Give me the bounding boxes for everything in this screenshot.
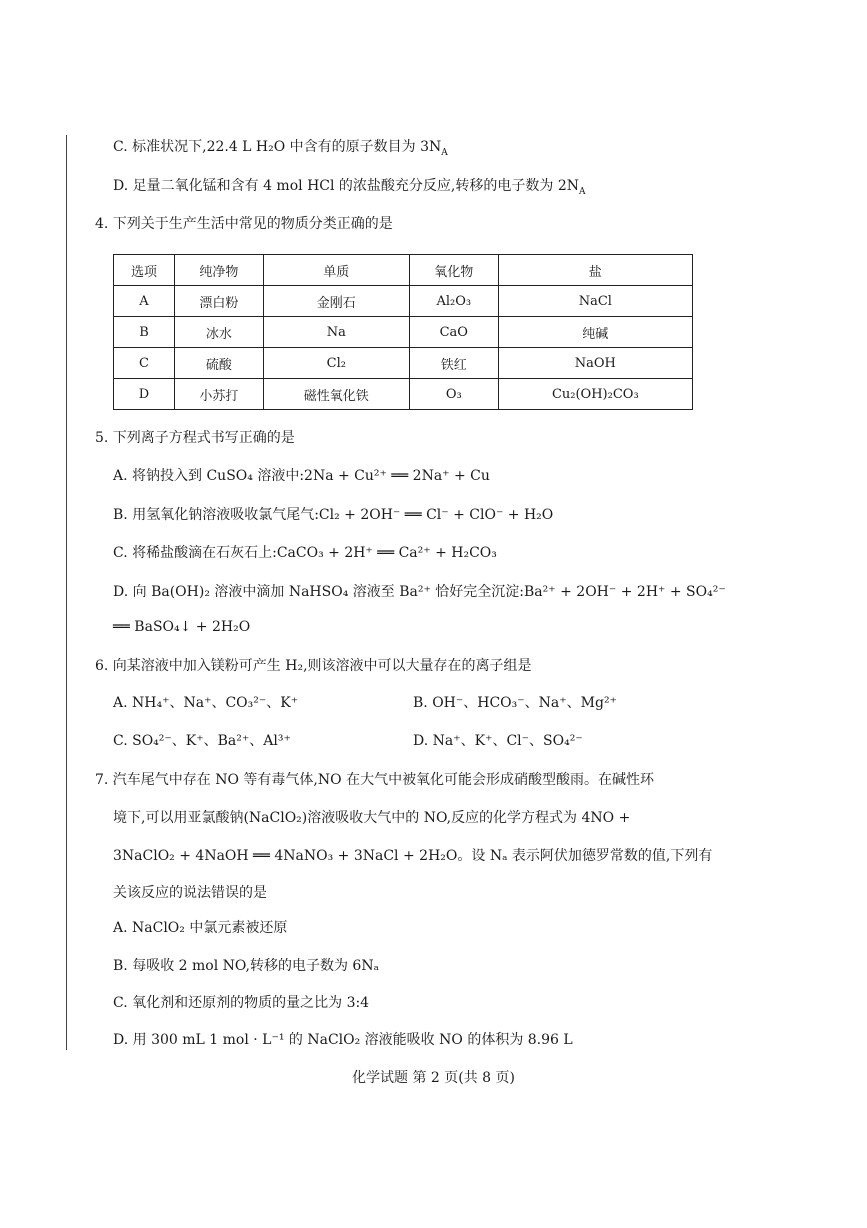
table-cell: NaOH	[498, 348, 692, 379]
table-cell: 磁性氧化铁	[263, 379, 409, 410]
table-cell: NaCl	[498, 286, 692, 317]
q6-option-a: A. NH₄⁺、Na⁺、CO₃²⁻、K⁺	[113, 695, 299, 711]
table-header: 单质	[263, 255, 409, 286]
table-cell: D	[114, 379, 175, 410]
classification-table	[113, 254, 693, 410]
table-row	[114, 379, 693, 410]
table-row	[114, 348, 693, 379]
q7-option-a: A. NaClO₂ 中氯元素被还原	[113, 920, 288, 936]
table-cell: Cu₂(OH)₂CO₃	[498, 379, 692, 410]
table-header: 盐	[498, 255, 692, 286]
q7-stem-line4: 关该反应的说法错误的是	[113, 885, 267, 901]
table-header: 选项	[114, 255, 175, 286]
table-cell: 金刚石	[263, 286, 409, 317]
table-row	[114, 317, 693, 348]
q5-option-d-line1: D. 向 Ba(OH)₂ 溶液中滴加 NaHSO₄ 溶液至 Ba²⁺ 恰好完全沉淀:Ba²⁺ + 2OH⁻ + 2H⁺ + SO₄²⁻	[113, 584, 726, 600]
q4-stem: 4. 下列关于生产生活中常见的物质分类正确的是	[95, 216, 393, 232]
q6-option-d: D. Na⁺、K⁺、Cl⁻、SO₄²⁻	[413, 733, 583, 749]
table-cell: A	[114, 286, 175, 317]
table-cell: O₃	[409, 379, 498, 410]
q5-option-d-line2: ══ BaSO₄↓ + 2H₂O	[113, 619, 251, 635]
table-cell: 小苏打	[175, 379, 264, 410]
table-cell: Cl₂	[263, 348, 409, 379]
q6-option-b: B. OH⁻、HCO₃⁻、Na⁺、Mg²⁺	[413, 695, 617, 711]
table-cell: B	[114, 317, 175, 348]
q7-stem-line3: 3NaClO₂ + 4NaOH ══ 4NaNO₃ + 3NaCl + 2H₂O。设 Nₐ 表示阿伏加德罗常数的值,下列有	[113, 848, 713, 864]
q3-option-d: D. 足量二氧化锰和含有 4 mol HCl 的浓盐酸充分反应,转移的电子数为 $2N_A$	[113, 178, 586, 197]
q7-stem-line2: 境下,可以用亚氯酸钠(NaClO₂)溶液吸收大气中的 NO,反应的化学方程式为 4NO +	[113, 810, 631, 826]
q7-option-d: D. 用 300 mL 1 mol · L⁻¹ 的 NaClO₂ 溶液能吸收 NO 的体积为 8.96 L	[113, 1032, 573, 1048]
q5-option-b: B. 用氢氧化钠溶液吸收氯气尾气:Cl₂ + 2OH⁻ ══ Cl⁻ + ClO⁻ + H₂O	[113, 507, 554, 523]
table-cell: 冰水	[175, 317, 264, 348]
q6-stem: 6. 向某溶液中加入镁粉可产生 H₂,则该溶液中可以大量存在的离子组是	[95, 658, 532, 674]
q7-option-c: C. 氧化剂和还原剂的物质的量之比为 3:4	[113, 995, 370, 1011]
table-header: 纯净物	[175, 255, 264, 286]
q7-option-b: B. 每吸收 2 mol NO,转移的电子数为 6Nₐ	[113, 958, 379, 974]
table-cell: 硫酸	[175, 348, 264, 379]
table-header-row	[114, 255, 693, 286]
table-cell: C	[114, 348, 175, 379]
page-footer: 化学试题 第 2 页(共 8 页)	[352, 1070, 515, 1086]
table-cell: CaO	[409, 317, 498, 348]
binding-margin-line	[66, 135, 67, 1050]
q3-option-c: C. 标准状况下,22.4 L H₂O 中含有的原子数目为 $3N_A$	[113, 139, 448, 158]
table-cell: Al₂O₃	[409, 286, 498, 317]
q5-stem: 5. 下列离子方程式书写正确的是	[95, 430, 295, 446]
q5-option-a: A. 将钠投入到 CuSO₄ 溶液中:2Na + Cu²⁺ ══ 2Na⁺ + Cu	[113, 468, 490, 484]
table-cell: Na	[263, 317, 409, 348]
q5-option-c: C. 将稀盐酸滴在石灰石上:CaCO₃ + 2H⁺ ══ Ca²⁺ + H₂CO₃	[113, 545, 497, 561]
q6-option-c: C. SO₄²⁻、K⁺、Ba²⁺、Al³⁺	[113, 733, 291, 749]
table-row	[114, 286, 693, 317]
q7-stem-line1: 7. 汽车尾气中存在 NO 等有毒气体,NO 在大气中被氧化可能会形成硝酸型酸雨。在碱性环	[95, 772, 655, 788]
table-cell: 铁红	[409, 348, 498, 379]
table-cell: 漂白粉	[175, 286, 264, 317]
table-cell: 纯碱	[498, 317, 692, 348]
table-header: 氧化物	[409, 255, 498, 286]
